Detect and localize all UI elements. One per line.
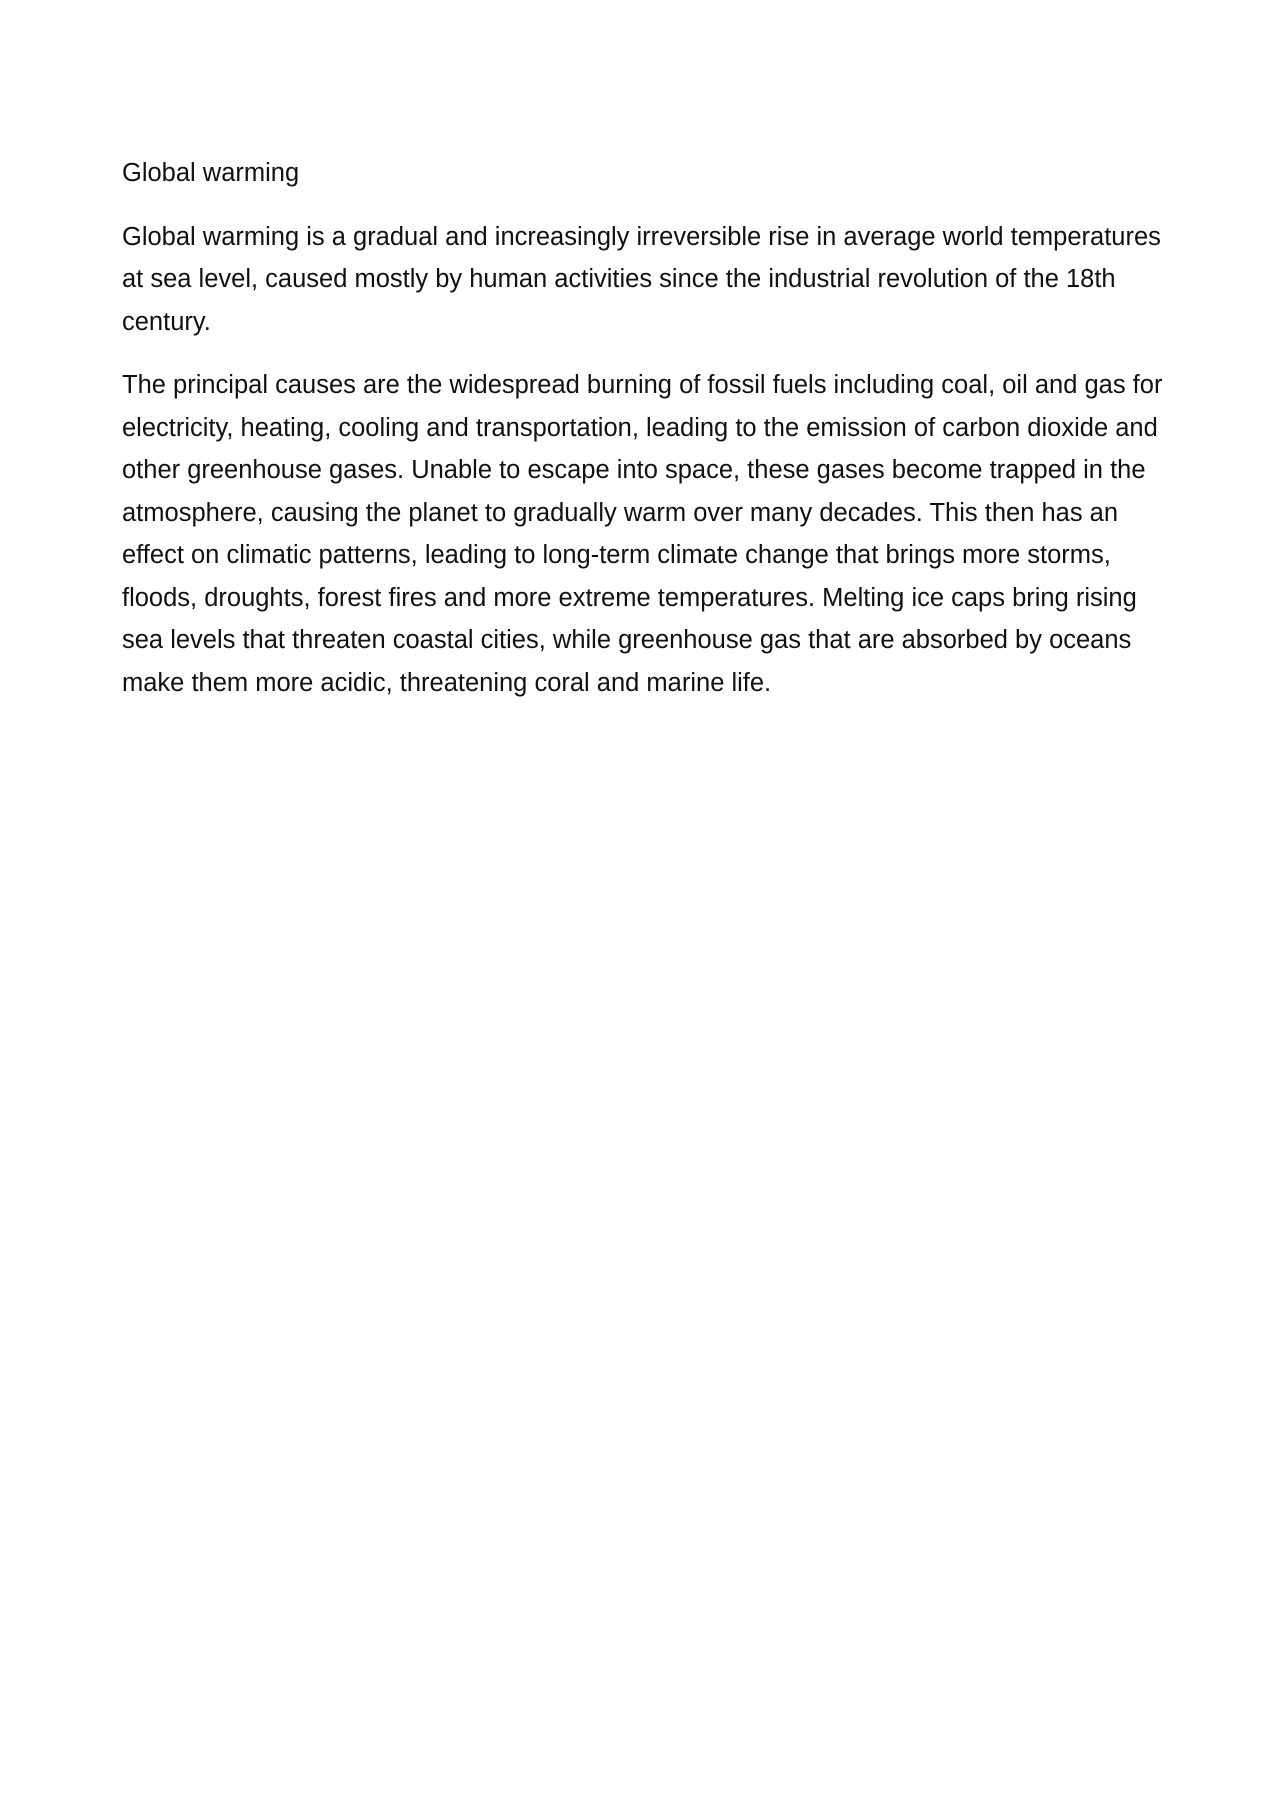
paragraph-causes: The principal causes are the widespread burning of fossil fuels including coal, oil and gas for electricity, heating, cooling and transportation, leading to the emission of carbon dioxide and other greenhouse gases. Unable to escape into space, these gases become trapped in the atmosphere, causing the planet to gradually warm over many decades. This then has an effect on climatic patterns, leading to long-term climate change that brings more storms, floods, droughts, forest fires and more extreme temperatures. Melting ice caps bring rising sea levels that threaten coastal cities, while greenhouse gas that are absorbed by oceans make them more acidic, threatening coral and marine life.	[122, 371, 1163, 697]
paragraph-definition: Global warming is a gradual and increasingly irreversible rise in average world temperatures at sea level, caused mostly by human activities since the industrial revolution of the 18th century.	[122, 222, 1161, 336]
document-title: Global warming	[122, 159, 300, 187]
document-body	[122, 152, 1167, 725]
